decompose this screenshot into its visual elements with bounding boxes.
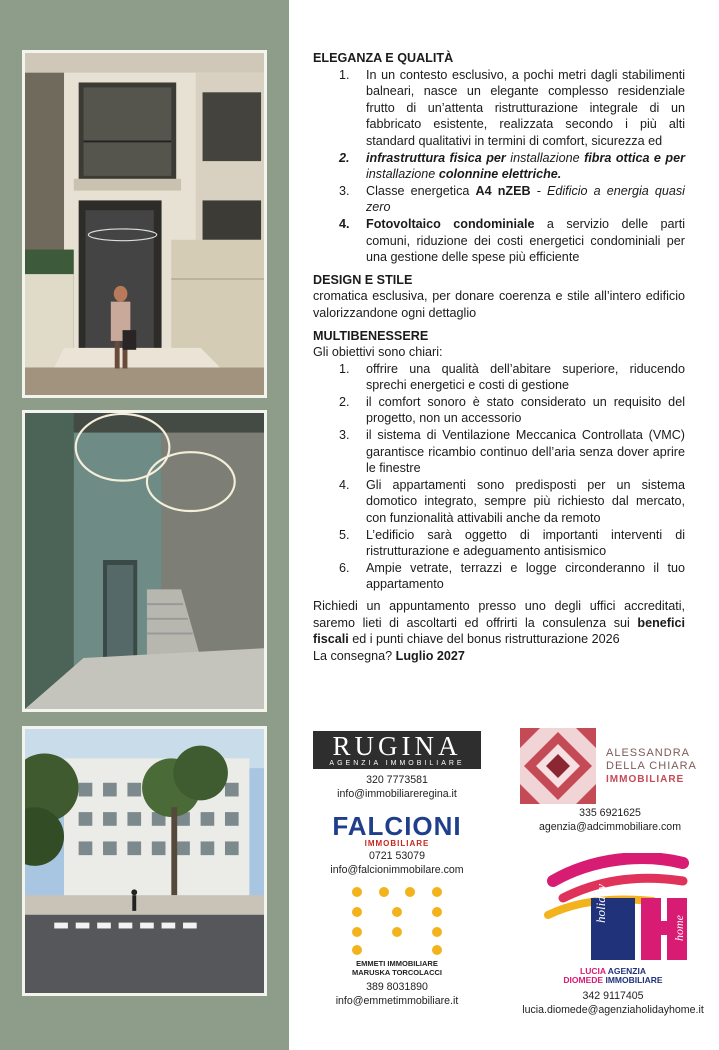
agency-rugina [313, 731, 481, 801]
list-item: 2. infrastruttura fisica per installazione fibra ottica e per installazione colonnine elettriche. [339, 150, 685, 182]
section-heading-eleganza: ELEGANZA E QUALITÀ [313, 51, 454, 65]
lobby-interior-photo [22, 410, 267, 712]
rugina-phone[interactable]: 320 7773581 [366, 774, 428, 786]
rugina-email[interactable]: info@immobiliareregina.it [337, 788, 457, 800]
section-heading-design: DESIGN E STILE [313, 272, 413, 287]
multibenessere-intro: Gli obiettivi sono chiari: [313, 345, 443, 360]
multibenessere-list [313, 361, 685, 593]
adc-email[interactable]: agenzia@adcimmobiliare.com [538, 821, 682, 833]
falcioni-email[interactable]: info@falcionimmobilare.com [330, 864, 464, 876]
list-item: 3. il sistema di Ventilazione Meccanica Controllata (VMC) garantisce ricambio continuo dell’aria senza dover aprire le finestre [339, 428, 685, 476]
section-heading-multibenessere: MULTIBENESSERE [313, 328, 429, 343]
holiday-phone[interactable]: 342 9117405 [582, 990, 644, 1002]
emmeti-phone[interactable]: 389 8031890 [366, 981, 428, 993]
falcioni-phone[interactable]: 0721 53079 [369, 850, 425, 862]
main-text-column [313, 50, 685, 664]
design-text: cromatica esclusiva, per donare coerenza e stile all’intero edificio valorizzandone ogni dettaglio [313, 289, 685, 320]
closing-paragraph: Richiedi un appuntamento presso uno degli uffici accreditati, saremo lieti di ascoltarti ed offrirti la consulenza sui benefici fiscali ed i punti chiave del bonus ristrutturazione 2026 [313, 599, 685, 647]
falcioni-logo: FALCIONI IMMOBILIARE [332, 811, 462, 848]
eleganza-list [313, 67, 685, 266]
emmeti-dots-icon [347, 884, 447, 956]
list-item: 6. Ampie vetrate, terrazzi e logge circonderanno il tuo appartamento [339, 560, 685, 592]
left-photo-column [0, 0, 289, 1050]
holiday-home-logo [533, 853, 693, 965]
list-item: 5. L’edificio sarà oggetto di importanti interventi di ristrutturazione e adeguamento antisismico [339, 527, 685, 559]
building-facade-photo [22, 50, 267, 398]
emmeti-email[interactable]: info@emmetimmobiliare.it [335, 995, 459, 1007]
agency-holiday-home: holiday home LUCIA AGENZIA DIOMEDE IMMOBILIARE 342 9117405 lucia.diomede@agenziaholidayhome.it [513, 853, 713, 1017]
holiday-email[interactable]: lucia.diomede@agenziaholidayhome.it [522, 1004, 704, 1016]
adc-logo: ALESSANDRA DELLA CHIARA IMMOBILIARE [520, 728, 700, 804]
list-item: 2. il comfort sonoro è stato considerato un requisito del progetto, non un accessorio [339, 394, 685, 426]
list-item: 1. offrire una qualità dell’abitare superiore, riducendo sprechi energetici e costi di gestione [339, 361, 685, 393]
svg-text:holiday: holiday [593, 884, 608, 923]
delivery-line: La consegna? Luglio 2027 [313, 648, 465, 663]
svg-text:home: home [672, 915, 686, 941]
agency-emmeti: EMMETI IMMOBILIARE MARUSKA TORCOLACCI 389 8031890 info@emmetimmobiliare.it [313, 884, 481, 1008]
agency-falcioni [313, 813, 481, 877]
agency-adc [520, 728, 700, 834]
list-item: 1. In un contesto esclusivo, a pochi metri dagli stabilimenti balneari, nasce un elegante complesso residenziale frutto di un’attenta ristrutturazione integrale di un fabbricato esistente, realizzata secondo i più alti standard qualitativi in termini di comfort, sicurezza ed [339, 67, 685, 148]
adc-quilt-icon [520, 728, 596, 804]
list-item: 4. Gli appartamenti sono predisposti per un sistema domotico integrato, sempre più richiesto dal mercato, con funzionalità attivabili anche da remoto [339, 477, 685, 526]
list-item: 4. Fotovoltaico condominiale a servizio delle parti comuni, riduzione dei costi energetici condominiali per una gestione delle spese più efficiente [339, 216, 686, 265]
list-item: 3. Classe energetica A4 nZEB - Edificio a energia quasi zero [339, 183, 685, 215]
street-view-photo [22, 726, 267, 996]
rugina-logo: RUGINA AGENZIA IMMOBILIARE [313, 731, 481, 769]
adc-phone[interactable]: 335 6921625 [579, 807, 641, 819]
